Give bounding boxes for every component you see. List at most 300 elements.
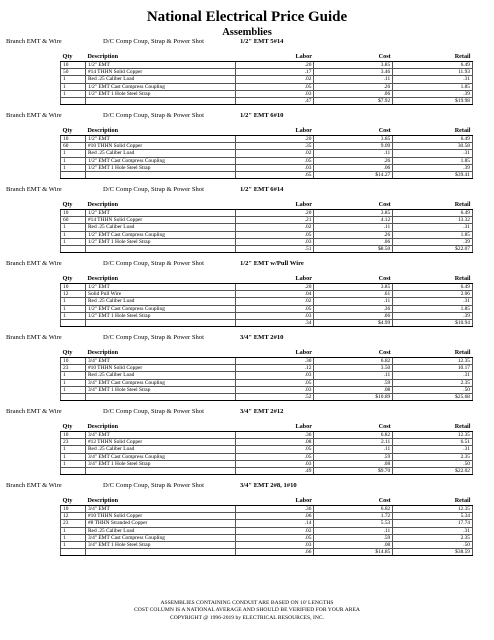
cell-cost: .11: [314, 76, 393, 83]
table-header-row: [61, 275, 473, 284]
cell-retail: 11.93: [393, 69, 473, 76]
cell-description: 1/2" EMT Cast Compress Coupling: [85, 231, 235, 238]
cell-retail: 30.58: [393, 143, 473, 150]
cell-description: 3/4" EMT Cast Compress Coupling: [85, 379, 235, 386]
total-cost: $8.50: [314, 246, 393, 253]
column-header-labor: Labor: [235, 127, 314, 136]
total-labor: .52: [235, 394, 314, 401]
table-row: [61, 379, 473, 386]
table-row: [61, 217, 473, 224]
cell-empty: [85, 246, 235, 253]
assembly-category: Branch EMT & Wire: [6, 38, 62, 45]
table-row: [61, 365, 473, 372]
assembly-section: [0, 38, 494, 112]
cell-description: #12 THHN Solid Copper: [85, 439, 235, 446]
column-header-description: Description: [85, 53, 235, 62]
cell-cost: 6.82: [314, 506, 393, 513]
column-header-description: Description: [85, 423, 235, 432]
column-header-retail: Retail: [393, 53, 473, 62]
cell-empty: [61, 394, 86, 401]
cell-labor: .02: [235, 150, 314, 157]
cell-qty: 1: [61, 446, 86, 453]
cell-qty: 1: [61, 312, 86, 319]
cell-qty: 50: [61, 69, 86, 76]
table-header-row: [61, 349, 473, 358]
cell-labor: .04: [235, 291, 314, 298]
cell-qty: 1: [61, 534, 86, 541]
cell-labor: .30: [235, 358, 314, 365]
cell-description: #10 THHN Solid Copper: [85, 513, 235, 520]
cell-retail: 5.34: [393, 513, 473, 520]
cell-description: 3/4" EMT 1 Hole Steel Strap: [85, 386, 235, 393]
cell-qty: 1: [61, 90, 86, 97]
column-header-labor: Labor: [235, 53, 314, 62]
total-retail: $39.41: [393, 172, 473, 179]
table-row: [61, 358, 473, 365]
cell-description: Red .25 Caliber Load: [85, 150, 235, 157]
table-row: [61, 90, 473, 97]
table-row: [61, 76, 473, 83]
table-row: [61, 136, 473, 143]
cell-description: 1/2" EMT Cast Compress Coupling: [85, 83, 235, 90]
table-row: [61, 291, 473, 298]
cell-retail: 12.35: [393, 432, 473, 439]
cell-cost: .06: [314, 164, 393, 171]
cell-qty: 23: [61, 439, 86, 446]
cell-retail: .50: [393, 542, 473, 549]
assembly-category: Branch EMT & Wire: [6, 482, 62, 489]
cell-labor: .05: [235, 83, 314, 90]
cell-cost: .06: [314, 238, 393, 245]
cell-qty: 1: [61, 231, 86, 238]
cell-qty: 1: [61, 372, 86, 379]
cell-cost: 3.85: [314, 210, 393, 217]
cell-labor: .02: [235, 298, 314, 305]
cell-qty: 1: [61, 379, 86, 386]
table-row: [61, 513, 473, 520]
cell-qty: 10: [61, 284, 86, 291]
table-header-row: [61, 127, 473, 136]
assembly-sections: [0, 38, 494, 556]
total-labor: .65: [235, 172, 314, 179]
table-row: [61, 210, 473, 217]
column-header-qty: Qty: [61, 201, 86, 210]
table-row: [61, 157, 473, 164]
cell-qty: 1: [61, 238, 86, 245]
assembly-category: Branch EMT & Wire: [6, 334, 62, 341]
table-header-row: [61, 201, 473, 210]
assembly-category: Branch EMT & Wire: [6, 408, 62, 415]
cell-cost: .59: [314, 379, 393, 386]
cell-labor: .20: [235, 210, 314, 217]
total-cost: $14.85: [314, 549, 393, 556]
assembly-summary: D/C Comp Coup, Strap & Power Shot: [103, 260, 204, 267]
assembly-code: 1/2" EMT w/Pull Wire: [240, 260, 304, 267]
cell-labor: .06: [235, 513, 314, 520]
cell-description: 1/2" EMT Cast Compress Coupling: [85, 157, 235, 164]
assembly-code: 1/2" EMT 5#14: [240, 38, 284, 45]
cell-cost: 3.85: [314, 136, 393, 143]
total-row: [61, 246, 473, 253]
cell-cost: .11: [314, 224, 393, 231]
table-row: [61, 439, 473, 446]
assembly-section: [0, 334, 494, 408]
footer-line-copyright: COPYRIGHT @ 1996-2019 by ELECTRICAL RESOURCES, INC.: [169, 614, 324, 621]
total-retail: $19.98: [393, 98, 473, 105]
cell-retail: 17.74: [393, 520, 473, 527]
cell-retail: .39: [393, 164, 473, 171]
cell-description: #14 THHN Solid Copper: [85, 69, 235, 76]
cell-retail: .31: [393, 224, 473, 231]
cell-cost: 9.09: [314, 143, 393, 150]
total-cost: $9.70: [314, 468, 393, 475]
cell-qty: 1: [61, 76, 86, 83]
assembly-header: [0, 186, 494, 196]
column-header-description: Description: [85, 201, 235, 210]
column-header-retail: Retail: [393, 423, 473, 432]
cell-cost: .59: [314, 534, 393, 541]
cell-labor: .03: [235, 372, 314, 379]
column-header-cost: Cost: [314, 201, 393, 210]
assembly-section: [0, 408, 494, 482]
cell-qty: 1: [61, 386, 86, 393]
total-labor: .47: [235, 98, 314, 105]
table-row: [61, 386, 473, 393]
cell-labor: .36: [235, 506, 314, 513]
total-retail: $38.59: [393, 549, 473, 556]
cell-description: 3/4" EMT Cast Compress Coupling: [85, 534, 235, 541]
column-header-qty: Qty: [61, 127, 86, 136]
assembly-code: 3/4" EMT 2#10: [240, 334, 284, 341]
cell-empty: [61, 98, 86, 105]
cell-labor: .03: [235, 386, 314, 393]
table-row: [61, 506, 473, 513]
cell-cost: 2.11: [314, 439, 393, 446]
cell-cost: .11: [314, 446, 393, 453]
assembly-category: Branch EMT & Wire: [6, 112, 62, 119]
assembly-table: [60, 201, 473, 253]
footer-notes: [0, 600, 494, 622]
cell-description: Solid Pull Wire: [85, 291, 235, 298]
cell-qty: 1: [61, 298, 86, 305]
column-header-retail: Retail: [393, 201, 473, 210]
assembly-summary: D/C Comp Coup, Strap & Power Shot: [103, 112, 204, 119]
table-row: [61, 520, 473, 527]
cell-cost: .26: [314, 83, 393, 90]
cell-cost: .11: [314, 372, 393, 379]
cell-description: 3/4" EMT 1 Hole Steel Strap: [85, 542, 235, 549]
table-row: [61, 69, 473, 76]
cell-qty: 1: [61, 150, 86, 157]
column-header-description: Description: [85, 275, 235, 284]
cell-cost: .08: [314, 542, 393, 549]
cell-description: 1/2" EMT: [85, 136, 235, 143]
assembly-category: Branch EMT & Wire: [6, 186, 62, 193]
column-header-qty: Qty: [61, 53, 86, 62]
assembly-header: [0, 260, 494, 270]
cell-qty: 1: [61, 453, 86, 460]
assembly-code: 3/4" EMT 2#8, 1#10: [240, 482, 297, 489]
assembly-code: 3/4" EMT 2#12: [240, 408, 284, 415]
cell-retail: 13.32: [393, 217, 473, 224]
cell-empty: [85, 394, 235, 401]
assembly-section: [0, 186, 494, 260]
cell-description: 3/4" EMT: [85, 358, 235, 365]
page-subtitle: Assemblies: [222, 27, 272, 38]
cell-qty: 10: [61, 358, 86, 365]
cell-retail: 2.35: [393, 534, 473, 541]
cell-cost: 4.12: [314, 217, 393, 224]
cell-labor: .02: [235, 224, 314, 231]
cell-labor: .03: [235, 460, 314, 467]
cell-description: Red .25 Caliber Load: [85, 446, 235, 453]
cell-description: #10 THHN Solid Copper: [85, 143, 235, 150]
column-header-qty: Qty: [61, 349, 86, 358]
total-retail: $10.94: [393, 320, 473, 327]
column-header-labor: Labor: [235, 201, 314, 210]
assembly-table: [60, 53, 473, 105]
cell-labor: .20: [235, 136, 314, 143]
total-row: [61, 98, 473, 105]
cell-empty: [85, 549, 235, 556]
cell-retail: .31: [393, 527, 473, 534]
cell-description: #10 THHN Solid Copper: [85, 365, 235, 372]
assembly-table: [60, 423, 473, 475]
cell-retail: 1.85: [393, 157, 473, 164]
assembly-section: [0, 112, 494, 186]
cell-qty: 1: [61, 157, 86, 164]
cell-description: 1/2" EMT: [85, 284, 235, 291]
cell-retail: .31: [393, 298, 473, 305]
assembly-header: [0, 334, 494, 344]
cell-labor: .03: [235, 164, 314, 171]
table-row: [61, 453, 473, 460]
column-header-labor: Labor: [235, 275, 314, 284]
cell-cost: .26: [314, 231, 393, 238]
cell-labor: .20: [235, 62, 314, 69]
cell-description: 1/2" EMT: [85, 210, 235, 217]
cell-cost: .08: [314, 386, 393, 393]
cell-retail: 6.49: [393, 136, 473, 143]
table-row: [61, 432, 473, 439]
total-labor: .34: [235, 320, 314, 327]
cell-qty: 60: [61, 217, 86, 224]
cell-cost: 6.82: [314, 432, 393, 439]
assembly-table: [60, 275, 473, 327]
cell-cost: .61: [314, 291, 393, 298]
table-header-row: [61, 423, 473, 432]
assembly-category: Branch EMT & Wire: [6, 260, 62, 267]
cell-qty: 1: [61, 224, 86, 231]
cell-description: 1/2" EMT: [85, 62, 235, 69]
table-row: [61, 534, 473, 541]
column-header-description: Description: [85, 497, 235, 506]
cell-empty: [85, 468, 235, 475]
cell-qty: 1: [61, 83, 86, 90]
cell-qty: 1: [61, 460, 86, 467]
table-row: [61, 446, 473, 453]
cell-description: 1/2" EMT 1 Hole Steel Strap: [85, 312, 235, 319]
assembly-table: [60, 127, 473, 179]
cell-cost: .36: [314, 305, 393, 312]
table-header-row: [61, 53, 473, 62]
table-row: [61, 305, 473, 312]
cell-description: #8 THHN Stranded Copper: [85, 520, 235, 527]
cell-retail: 2.06: [393, 291, 473, 298]
cell-qty: 1: [61, 164, 86, 171]
table-row: [61, 298, 473, 305]
total-cost: $10.89: [314, 394, 393, 401]
cell-labor: .08: [235, 439, 314, 446]
cell-retail: .39: [393, 90, 473, 97]
cell-retail: 2.35: [393, 379, 473, 386]
cell-labor: .12: [235, 365, 314, 372]
cell-retail: .50: [393, 386, 473, 393]
column-header-description: Description: [85, 349, 235, 358]
assembly-header: [0, 408, 494, 418]
cell-qty: 10: [61, 62, 86, 69]
cell-labor: .21: [235, 217, 314, 224]
cell-description: Red .25 Caliber Load: [85, 224, 235, 231]
cell-retail: 6.49: [393, 62, 473, 69]
cell-cost: .11: [314, 150, 393, 157]
cell-qty: 1: [61, 527, 86, 534]
column-header-cost: Cost: [314, 53, 393, 62]
cell-labor: .35: [235, 143, 314, 150]
column-header-cost: Cost: [314, 423, 393, 432]
total-retail: $25.68: [393, 394, 473, 401]
cell-retail: 10.17: [393, 365, 473, 372]
assembly-header: [0, 38, 494, 48]
cell-empty: [85, 172, 235, 179]
cell-qty: 1: [61, 542, 86, 549]
column-header-cost: Cost: [314, 349, 393, 358]
cell-description: 1/2" EMT 1 Hole Steel Strap: [85, 238, 235, 245]
cell-description: 3/4" EMT: [85, 432, 235, 439]
cell-cost: 3.85: [314, 284, 393, 291]
cell-description: Red .25 Caliber Load: [85, 527, 235, 534]
footer-line-conduit: ASSEMBLIES CONTAINING CONDUIT ARE BASED ON 10' LENGTHS: [160, 600, 334, 606]
total-row: [61, 394, 473, 401]
cell-labor: .05: [235, 231, 314, 238]
column-header-description: Description: [85, 127, 235, 136]
cell-cost: 3.46: [314, 69, 393, 76]
cell-retail: .31: [393, 76, 473, 83]
cell-description: 3/4" EMT 1 Hole Steel Strap: [85, 460, 235, 467]
cell-qty: 12: [61, 513, 86, 520]
total-row: [61, 468, 473, 475]
column-header-qty: Qty: [61, 497, 86, 506]
column-header-retail: Retail: [393, 275, 473, 284]
column-header-labor: Labor: [235, 349, 314, 358]
table-row: [61, 143, 473, 150]
cell-labor: .20: [235, 284, 314, 291]
table-row: [61, 312, 473, 319]
assembly-section: [0, 260, 494, 334]
cell-qty: 10: [61, 506, 86, 513]
cell-labor: .36: [235, 432, 314, 439]
cell-retail: 12.35: [393, 506, 473, 513]
cell-cost: .08: [314, 460, 393, 467]
table-row: [61, 527, 473, 534]
table-row: [61, 164, 473, 171]
cell-empty: [61, 320, 86, 327]
cell-retail: 12.35: [393, 358, 473, 365]
table-row: [61, 238, 473, 245]
total-labor: .51: [235, 246, 314, 253]
cell-labor: .02: [235, 76, 314, 83]
cell-retail: 1.85: [393, 83, 473, 90]
cell-cost: 3.50: [314, 365, 393, 372]
cell-qty: 10: [61, 136, 86, 143]
cell-labor: .14: [235, 520, 314, 527]
column-header-retail: Retail: [393, 127, 473, 136]
assembly-table: [60, 497, 473, 556]
total-cost: $14.27: [314, 172, 393, 179]
assembly-summary: D/C Comp Coup, Strap & Power Shot: [103, 408, 204, 415]
column-header-qty: Qty: [61, 423, 86, 432]
cell-description: #14 THHN Solid Copper: [85, 217, 235, 224]
cell-retail: 6.51: [393, 439, 473, 446]
cell-description: 1/2" EMT Cast Compress Coupling: [85, 305, 235, 312]
cell-labor: .17: [235, 69, 314, 76]
cell-empty: [85, 320, 235, 327]
assembly-summary: D/C Comp Coup, Strap & Power Shot: [103, 38, 204, 45]
cell-labor: .03: [235, 312, 314, 319]
column-header-retail: Retail: [393, 349, 473, 358]
column-header-cost: Cost: [314, 497, 393, 506]
cell-retail: .31: [393, 372, 473, 379]
table-row: [61, 224, 473, 231]
assembly-header: [0, 112, 494, 122]
table-row: [61, 372, 473, 379]
cell-description: 3/4" EMT Cast Compress Coupling: [85, 453, 235, 460]
cell-retail: .31: [393, 150, 473, 157]
cell-labor: .05: [235, 379, 314, 386]
total-cost: $7.92: [314, 98, 393, 105]
table-row: [61, 284, 473, 291]
column-header-labor: Labor: [235, 497, 314, 506]
cell-retail: .39: [393, 238, 473, 245]
table-row: [61, 460, 473, 467]
cell-labor: .03: [235, 238, 314, 245]
cell-qty: 10: [61, 432, 86, 439]
cell-labor: .03: [235, 542, 314, 549]
cell-cost: .06: [314, 312, 393, 319]
table-row: [61, 83, 473, 90]
cell-labor: .02: [235, 527, 314, 534]
table-row: [61, 231, 473, 238]
cell-retail: 6.49: [393, 284, 473, 291]
cell-description: 3/4" EMT: [85, 506, 235, 513]
cell-empty: [61, 549, 86, 556]
table-row: [61, 62, 473, 69]
table-row: [61, 542, 473, 549]
column-header-labor: Labor: [235, 423, 314, 432]
cell-retail: .31: [393, 446, 473, 453]
assembly-code: 1/2" EMT 6#10: [240, 112, 284, 119]
assembly-section: [0, 482, 494, 556]
total-row: [61, 172, 473, 179]
total-labor: .66: [235, 549, 314, 556]
total-labor: .49: [235, 468, 314, 475]
assembly-summary: D/C Comp Coup, Strap & Power Shot: [103, 186, 204, 193]
column-header-retail: Retail: [393, 497, 473, 506]
cell-qty: 23: [61, 520, 86, 527]
cell-retail: 6.49: [393, 210, 473, 217]
cell-cost: 5.53: [314, 520, 393, 527]
cell-description: 1/2" EMT 1 Hole Steel Strap: [85, 90, 235, 97]
